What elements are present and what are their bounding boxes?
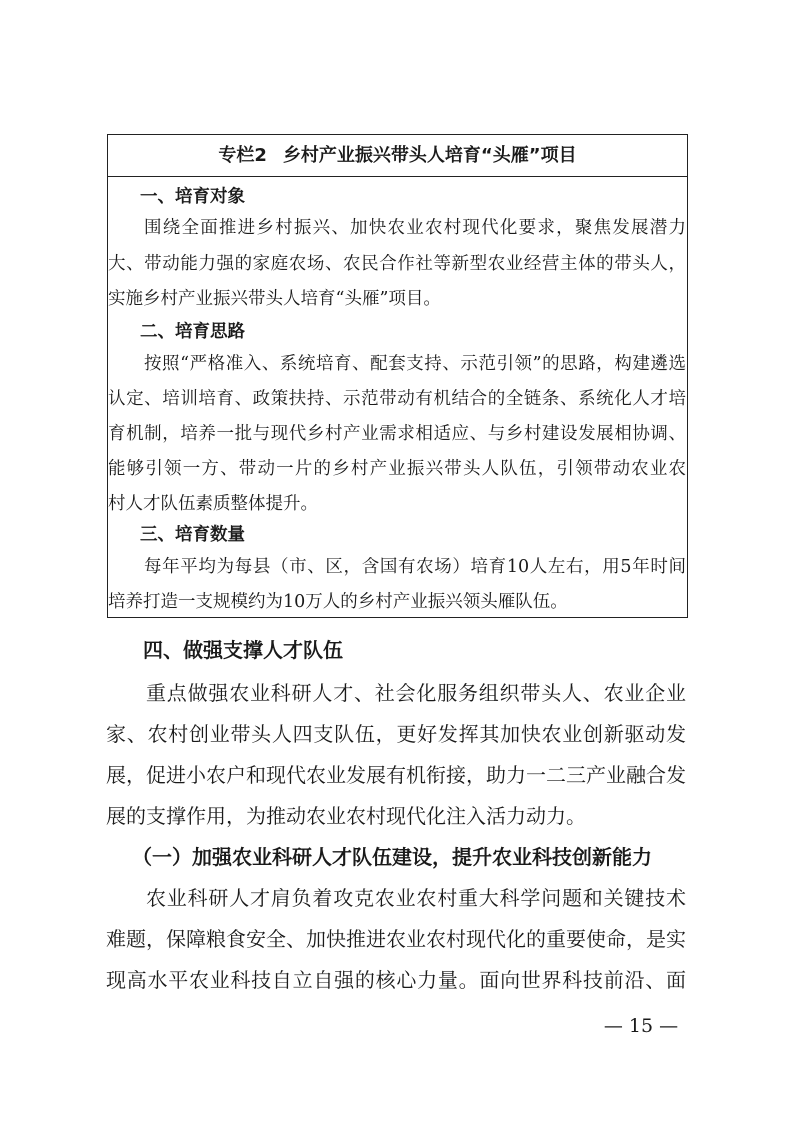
box-paragraph-line: 育机制，培养一批与现代乡村产业需求相适应、与乡村建设发展相协调、 xyxy=(108,424,686,444)
column-box-title-main: 乡村产业振兴带头人培育“头雁”项目 xyxy=(282,145,577,166)
body-paragraph-line: 重点做强农业科研人才、社会化服务组织带头人、农业企业 xyxy=(146,681,686,705)
body-paragraph-line: 农业科研人才肩负着攻克农业农村重大科学问题和关键技术 xyxy=(146,886,686,910)
box-paragraph-line: 培养打造一支规模约为10万人的乡村产业振兴领头雁队伍。 xyxy=(108,592,568,612)
column-box-title-prefix: 专栏2 xyxy=(218,145,267,166)
body-paragraph-line: 难题，保障粮食安全、加快推进农业农村现代化的重要使命，是实 xyxy=(106,927,686,951)
column-box-title xyxy=(107,144,688,168)
section-heading: 四、做强支撑人才队伍 xyxy=(143,638,343,662)
box-section-heading: 二、培育思路 xyxy=(140,322,245,342)
subsection-heading: （一）加强农业科研人才队伍建设，提升农业科技创新能力 xyxy=(132,845,652,869)
box-paragraph-line: 实施乡村产业振兴带头人培育“头雁”项目。 xyxy=(108,289,441,309)
box-paragraph-line: 能够引领一方、带动一片的乡村产业振兴带头人队伍，引领带动农业农 xyxy=(108,459,686,479)
box-section-heading: 三、培育数量 xyxy=(140,525,245,545)
page-number: — 15 — xyxy=(603,1015,679,1037)
column-box-divider xyxy=(107,176,688,177)
body-paragraph-line: 家、农村创业带头人四支队伍，更好发挥其加快农业创新驱动发 xyxy=(106,722,686,746)
box-paragraph-line: 认定、培训培育、政策扶持、示范带动有机结合的全链条、系统化人才培 xyxy=(108,389,686,409)
box-paragraph-line: 大、带动能力强的家庭农场、农民合作社等新型农业经营主体的带头人， xyxy=(108,254,686,274)
body-paragraph-line: 展的支撑作用，为推动农业农村现代化注入活力动力。 xyxy=(106,804,586,828)
box-section-heading: 一、培育对象 xyxy=(140,187,245,207)
body-paragraph-line: 展，促进小农户和现代农业发展有机衔接，助力一二三产业融合发 xyxy=(106,763,686,787)
box-paragraph-line: 围绕全面推进乡村振兴、加快农业农村现代化要求，聚焦发展潜力 xyxy=(144,218,686,238)
body-paragraph-line: 现高水平农业科技自立自强的核心力量。面向世界科技前沿、面 xyxy=(106,968,686,992)
box-paragraph-line: 按照“严格准入、系统培育、配套支持、示范引领”的思路，构建遴选 xyxy=(144,354,686,374)
box-paragraph-line: 村人才队伍素质整体提升。 xyxy=(108,494,318,514)
box-paragraph-line: 每年平均为每县（市、区，含国有农场）培育10人左右，用5年时间 xyxy=(144,557,686,577)
